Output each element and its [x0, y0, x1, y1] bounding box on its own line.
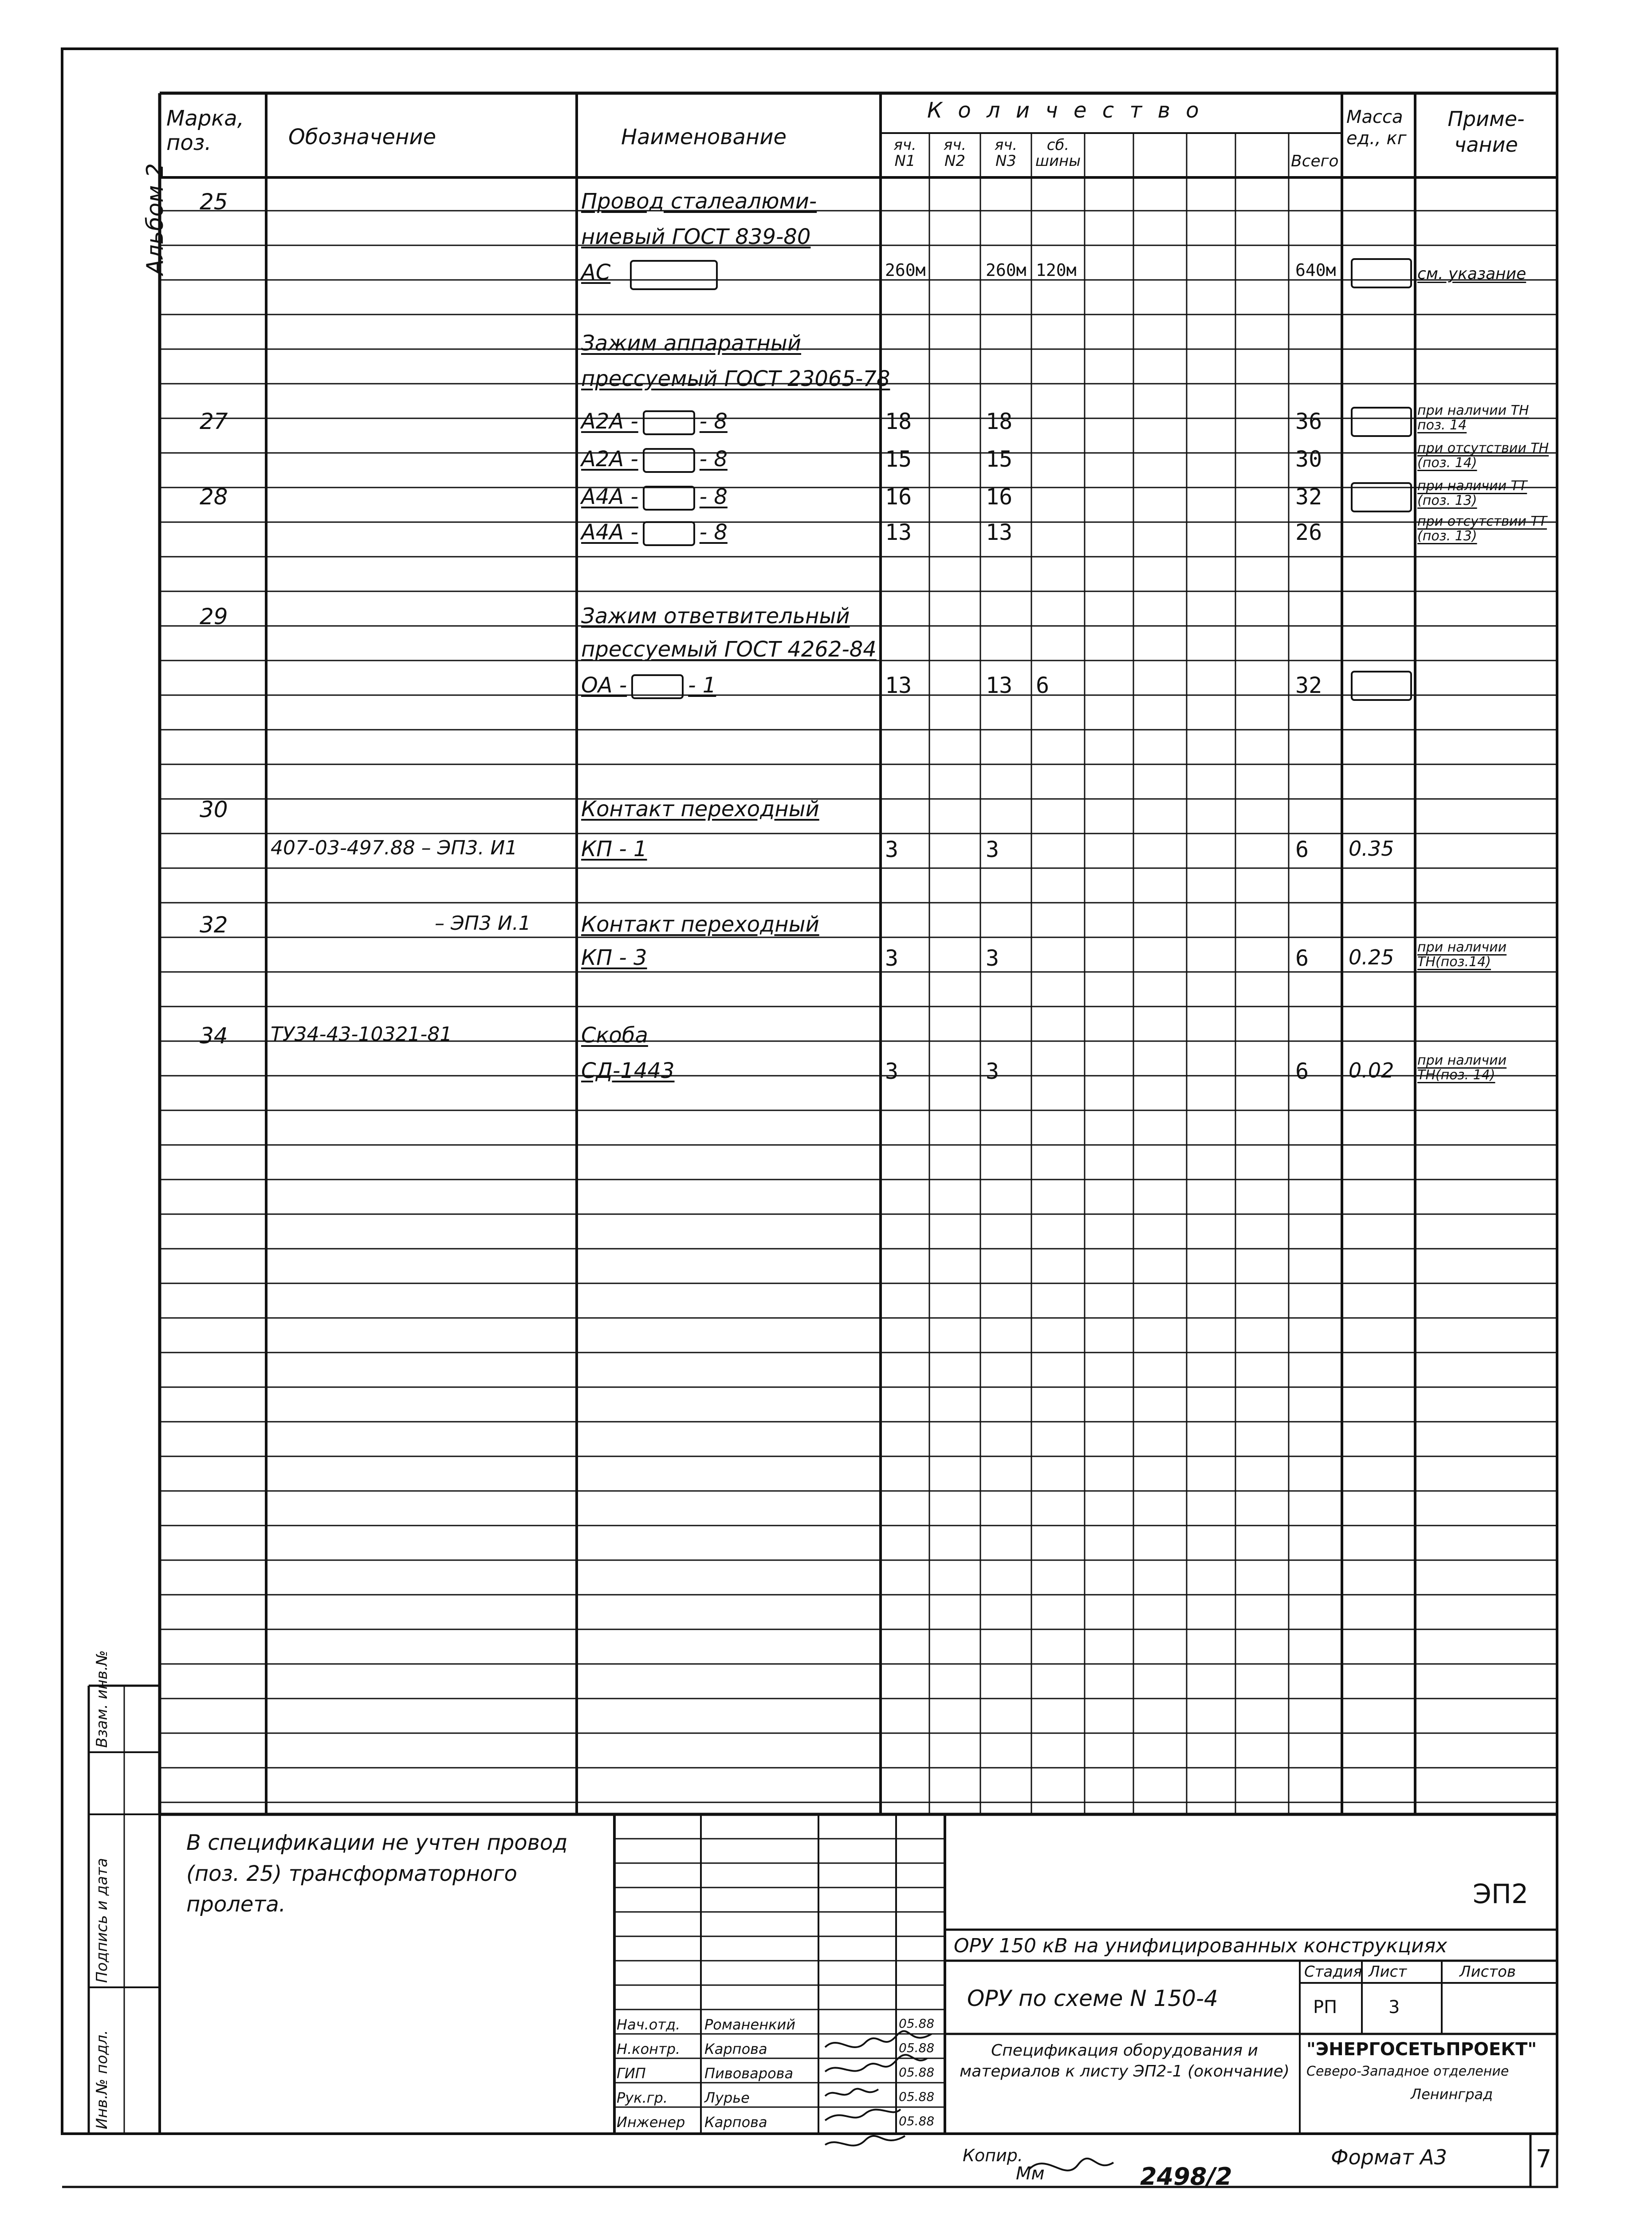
sheet-label: Лист	[1369, 1963, 1407, 1981]
row-qty-cell3: 18	[986, 409, 1013, 434]
row-note: при отсутствии ТТ (поз. 13)	[1417, 514, 1547, 544]
row-name: прессуемый ГОСТ 4262-84	[581, 637, 877, 662]
row-qty-total: 30	[1295, 446, 1322, 472]
header-cell1: яч. N1	[893, 136, 916, 170]
blank-field-box	[631, 674, 684, 699]
header-mark: Марка, поз.	[166, 106, 244, 156]
row-designation: ТУ34-43-10321-81	[271, 1023, 452, 1046]
row-name: СД-1443	[581, 1058, 675, 1083]
blank-field-box	[643, 486, 695, 511]
blank-field-box	[643, 448, 695, 473]
org-name: "ЭНЕРГОСЕТЬПРОЕКТ"	[1306, 2039, 1537, 2060]
row-qty-busbar: 120м	[1036, 260, 1077, 280]
header-designation: Обозначение	[288, 125, 437, 149]
row-qty-total: 6	[1295, 1058, 1309, 1084]
row-note: при наличии ТН(поз.14)	[1417, 940, 1507, 970]
row-qty-total: 32	[1295, 672, 1322, 698]
stamp-signature-date: Подпись и дата	[93, 1858, 111, 1983]
mass-blank-box	[1351, 258, 1412, 288]
org-branch: Северо-Западное отделение	[1306, 2064, 1509, 2079]
row-qty-total: 640м	[1295, 260, 1336, 280]
row-note: см. указание	[1417, 265, 1526, 283]
person-name: Лурье	[704, 2089, 750, 2106]
row-name-prefix: А4А -	[581, 520, 638, 545]
signature-3	[825, 2089, 878, 2096]
mass-blank-box	[1351, 671, 1412, 701]
row-qty-cell3: 13	[986, 519, 1013, 545]
row-note: при наличии ТТ (поз. 13)	[1417, 478, 1527, 508]
row-qty-cell1: 3	[885, 837, 899, 862]
row-name-prefix: ОА -	[581, 673, 627, 698]
row-name-marked	[581, 486, 728, 511]
row-name-suffix: - 8	[699, 484, 728, 509]
person-name: Пивоварова	[704, 2065, 794, 2082]
row-qty-cell3: 15	[986, 446, 1013, 472]
row-qty-total: 36	[1295, 409, 1322, 434]
person-role: Рук.гр.	[617, 2089, 668, 2106]
person-date: 05.88	[899, 2114, 935, 2128]
row-qty-cell3: 3	[986, 945, 999, 971]
row-pos: 27	[200, 409, 228, 434]
row-qty-cell1: 15	[885, 446, 912, 472]
row-designation: 407-03-497.88 – ЭП3. И1	[271, 837, 518, 859]
person-role: Н.контр.	[617, 2041, 680, 2057]
row-name: Контакт переходный	[581, 797, 819, 822]
row-name-suffix: - 8	[699, 447, 728, 472]
row-note: при наличии ТН поз. 14	[1417, 403, 1529, 433]
person-role: ГИП	[617, 2065, 646, 2082]
row-pos: 29	[200, 604, 228, 629]
row-qty-cell1: 3	[885, 945, 899, 971]
row-name: Скоба	[581, 1023, 648, 1048]
drawing-number: 2498/2	[1140, 2163, 1232, 2190]
header-name: Наименование	[621, 125, 787, 149]
row-note: при отсутствии ТН (поз. 14)	[1417, 440, 1549, 471]
row-name-marked	[581, 410, 728, 435]
header-quantity: К о л и ч е с т в о	[927, 98, 1204, 123]
scheme-title: ОРУ по схеме N 150-4	[967, 1986, 1218, 2011]
row-pos: 32	[200, 912, 228, 938]
sheet-value: 3	[1388, 1997, 1400, 2017]
row-name: прессуемый ГОСТ 23065-78	[581, 366, 890, 391]
person-role: Нач.отд.	[617, 2016, 680, 2033]
person-date: 05.88	[899, 2016, 935, 2031]
person-date: 05.88	[899, 2065, 935, 2080]
project-title: ОРУ 150 кВ на унифицированных конструкциях	[954, 1935, 1447, 1957]
row-name: АС	[581, 260, 611, 285]
row-designation: – ЭП3 И.1	[435, 912, 531, 935]
row-qty-cell1: 16	[885, 484, 912, 510]
doc-code: ЭП2	[1473, 1879, 1529, 1910]
person-name: Карпова	[704, 2114, 767, 2131]
row-qty-cell1: 3	[885, 1058, 899, 1084]
person-name: Карпова	[704, 2041, 767, 2057]
signature-5	[825, 2136, 905, 2146]
person-date: 05.88	[899, 2041, 935, 2055]
row-name-marked	[581, 448, 728, 473]
row-qty-cell3: 3	[986, 1058, 999, 1084]
document-title: Спецификация оборудования и материалов к листу ЭП2-1 (окончание)	[960, 2041, 1290, 2080]
blank-field-box	[643, 521, 695, 546]
row-name: Зажим ответвительный	[581, 604, 850, 629]
stamp-inventory-original: Инв.№ подл.	[93, 2030, 111, 2129]
person-role: Инженер	[617, 2114, 685, 2131]
row-qty-cell3: 13	[986, 672, 1013, 698]
row-name: Зажим аппаратный	[581, 331, 802, 356]
header-total: Всего	[1291, 152, 1339, 170]
row-name: Провод сталеалюми-	[581, 189, 817, 214]
row-name-suffix: - 8	[699, 520, 728, 545]
row-qty-cell1: 13	[885, 672, 912, 698]
row-name-suffix: - 1	[688, 673, 716, 698]
row-pos: 28	[200, 484, 228, 510]
album-label: Альбом 2	[142, 163, 169, 275]
row-qty-cell1: 260м	[885, 260, 926, 280]
sheets-label: Листов	[1459, 1963, 1516, 1981]
header-cell3: яч. N3	[994, 136, 1018, 170]
copied-label: Копир.	[963, 2146, 1023, 2165]
header-mass: Масса ед., кг	[1346, 107, 1407, 149]
copier-name: Мм	[1016, 2163, 1045, 2184]
blank-field-box	[643, 410, 695, 435]
person-date: 05.88	[899, 2089, 935, 2104]
mass-blank-box	[1351, 482, 1412, 512]
row-qty-cell1: 13	[885, 519, 912, 545]
row-qty-total: 32	[1295, 484, 1322, 510]
stage-value: РП	[1313, 1997, 1337, 2017]
row-name-prefix: А2А -	[581, 447, 638, 472]
row-qty-cell1: 18	[885, 409, 912, 434]
row-name-suffix: - 8	[699, 409, 728, 434]
format-label: Формат А3	[1331, 2145, 1447, 2169]
row-qty-busbar: 6	[1036, 672, 1050, 698]
row-name: КП - 3	[581, 945, 647, 970]
mass-blank-box	[1351, 407, 1412, 437]
org-city: Ленинград	[1411, 2086, 1493, 2103]
footnote: В спецификации не учтен провод (поз. 25) трансформаторного пролета.	[186, 1830, 568, 1917]
row-qty-total: 6	[1295, 945, 1309, 971]
row-name-prefix: А2А -	[581, 409, 638, 434]
stage-label: Стадия	[1304, 1963, 1362, 1981]
row-mass: 0.25	[1349, 945, 1394, 969]
stamp-replaced-inventory: Взам. инв.№	[93, 1650, 111, 1748]
header-note: Приме- чание	[1447, 107, 1525, 157]
row-qty-cell3: 3	[986, 837, 999, 862]
row-qty-cell3: 260м	[986, 260, 1027, 280]
row-mass: 0.35	[1349, 837, 1394, 861]
header-busbar: сб. шины	[1035, 136, 1081, 170]
row-name-prefix: А4А -	[581, 484, 638, 509]
row-pos: 34	[200, 1023, 228, 1049]
row-name-marked	[581, 521, 728, 546]
row-name-marked	[581, 674, 716, 699]
corner-mark: 7	[1536, 2145, 1552, 2174]
row-qty-total: 26	[1295, 519, 1322, 545]
blank-field-box	[630, 260, 718, 290]
signature-4	[825, 2109, 901, 2120]
row-qty-cell3: 16	[986, 484, 1013, 510]
row-mass: 0.02	[1349, 1058, 1394, 1082]
row-pos: 30	[200, 797, 228, 822]
row-qty-total: 6	[1295, 837, 1309, 862]
row-pos: 25	[200, 189, 228, 215]
row-note: при наличии ТН(поз. 14)	[1417, 1053, 1507, 1083]
row-name: Контакт переходный	[581, 912, 819, 937]
header-cell2: яч. N2	[943, 136, 967, 170]
row-name: КП - 1	[581, 837, 647, 861]
row-name: ниевый ГОСТ 839-80	[581, 224, 811, 249]
person-name: Романенкий	[704, 2016, 796, 2033]
